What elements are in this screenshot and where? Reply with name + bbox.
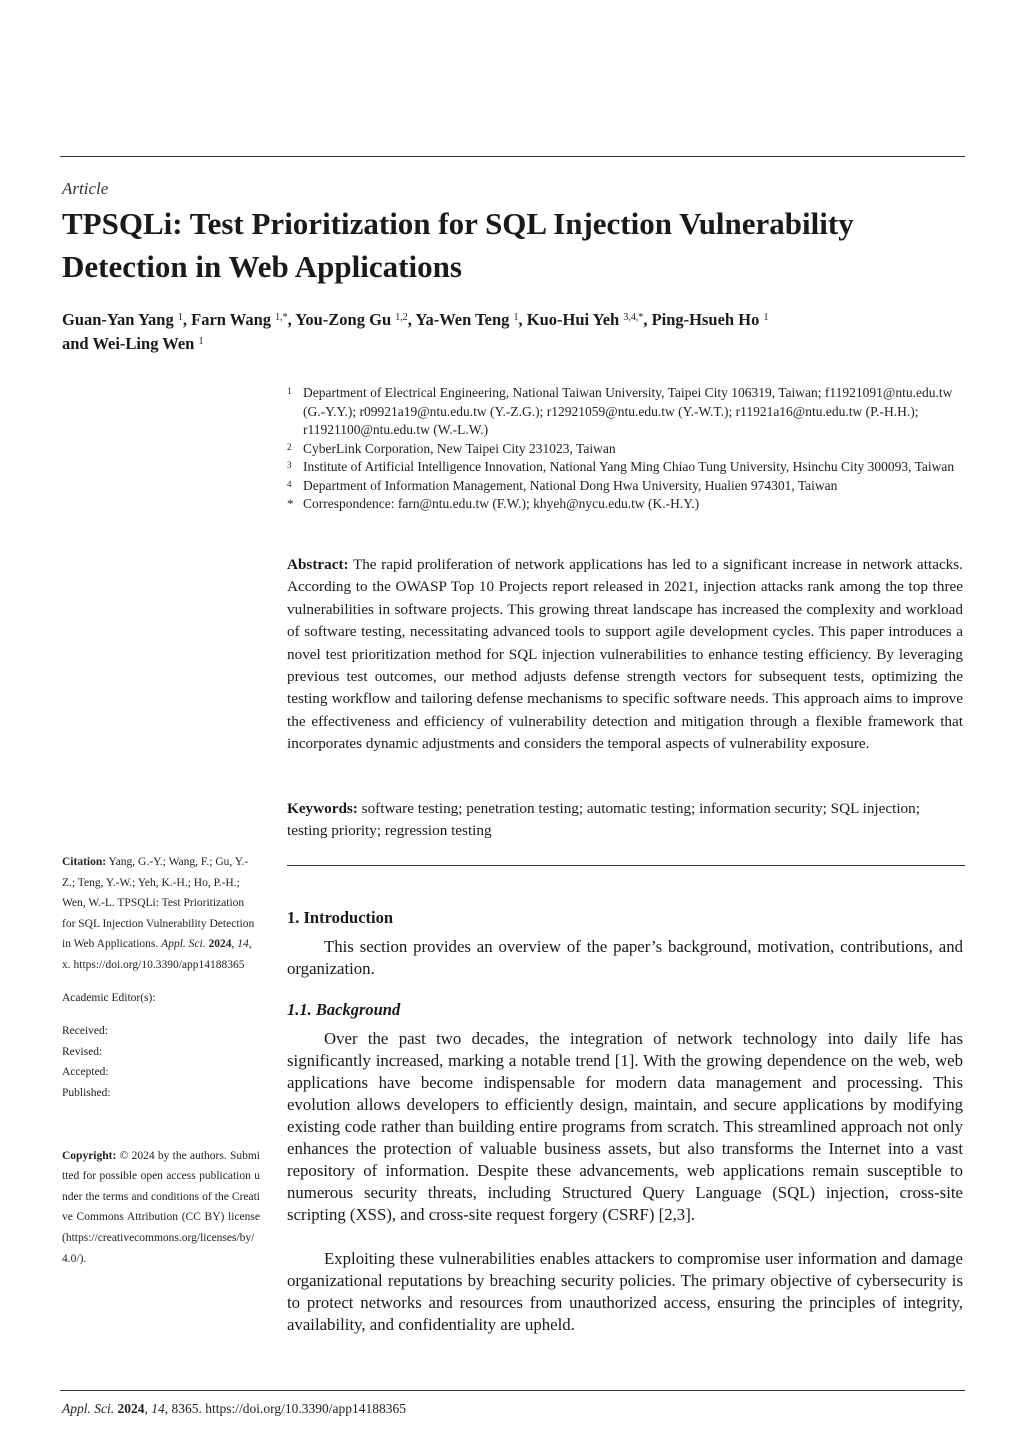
section-divider [287, 865, 965, 866]
paper-title: TPSQLi: Test Prioritization for SQL Injection Vulnerability Detection in Web Applications [62, 206, 854, 284]
author-affiliation-mark: 1 [198, 336, 204, 347]
author-separator: , [518, 310, 527, 329]
author-name: Guan-Yan Yang [62, 310, 174, 329]
affiliation-marker: 4 [287, 478, 292, 489]
copyright-label: Copyright: [62, 1149, 117, 1162]
author-name: Wei-Ling Wen [92, 334, 195, 353]
author-separator: , [182, 310, 192, 329]
section-heading-introduction: 1. Introduction [287, 908, 394, 927]
affiliation-marker: 3 [287, 460, 292, 470]
citation-year: 2024 [208, 938, 232, 951]
author-affiliation-mark: 1 [763, 312, 769, 323]
article-type-label: Article [62, 179, 109, 198]
citation-text: Yang, G.-Y.; Wang, F.; Gu, Y.-Z.; Teng, Y.-W.; Yeh, K.-H.; Ho, P.-H.; Wen, W.-L. TPSQLi: Test Prioritization for SQL Injection Vulnerability Detection in Web Applications. [62, 856, 255, 951]
published-label: Published: [62, 1086, 111, 1099]
citation-doi: , x. https://doi.org/10.3390/app14188365 [62, 938, 252, 971]
author-affiliation-mark: 1,2 [395, 312, 408, 323]
abstract-label: Abstract: [287, 556, 349, 573]
affiliation-marker: 1 [287, 386, 292, 396]
affiliation-text: Institute of Artificial Intelligence Innovation, National Yang Ming Chiao Tung University, Hsinchu City 300093, Taiwan [303, 459, 955, 474]
footer-volume: 14 [151, 1401, 165, 1416]
copyright-block [62, 1146, 260, 1270]
dates-block [62, 1021, 260, 1103]
top-rule [60, 156, 965, 157]
affiliation-item [287, 384, 967, 440]
affiliation-marker: 2 [287, 441, 292, 452]
author-affiliation-mark: 1 [177, 312, 183, 323]
citation-block: Citation: Yang, G.-Y.; Wang, F.; Gu, Y.-Z.; Teng, Y.-W.; Yeh, K.-H.; Ho, P.-H.; Wen, W.-L. TPSQLi: Test Prioritization for SQL Injection Vulnerability Detection in Web Applications. Appl. Sci. 2024, 14, x. https://doi.org/10.3390/app14188365 [62, 856, 255, 971]
author-name: Kuo-Hui Yeh [526, 310, 620, 329]
author-name: Farn Wang [191, 310, 272, 329]
author-name: Ping-Hsueh Ho [651, 310, 760, 329]
citation-volume: 14 [237, 938, 249, 951]
abstract [287, 554, 963, 756]
subsection-heading-background: 1.1. Background [287, 1000, 401, 1019]
article-info-sidebar [62, 852, 260, 1269]
academic-editor-label: Academic Editor(s): [62, 991, 156, 1004]
affiliation-text: CyberLink Corporation, New Taipei City 231023, Taiwan [303, 440, 616, 456]
affiliation-list [287, 384, 967, 514]
author-affiliation-mark: 3,4,* [623, 312, 644, 323]
background-paragraph: Exploiting these vulnerabilities enables attackers to compromise user information and damage organizational reputations by breaching security policies. The primary objective of cybersecurity is to protect networks and resources from unauthorized access, ensuring the principles of integrity, availability, and confidentiality are upheld. [287, 1249, 963, 1334]
revised-label: Revised: [62, 1045, 103, 1058]
correspondence-marker: * [287, 496, 294, 511]
affiliation-item [287, 477, 967, 496]
author-affiliation-mark: 1,* [275, 312, 288, 323]
copyright-text: © 2024 by the authors. Submitted for possible open access publication under the terms and conditions of the Creative Commons Attribution (CC BY) license (https://creativecommons.org/licenses/by/4.0/). [62, 1149, 260, 1265]
keywords [287, 798, 963, 843]
affiliation-item [287, 458, 967, 477]
footer-rule [60, 1390, 965, 1391]
citation-journal: Appl. Sci. [161, 938, 206, 951]
author-list [62, 308, 942, 356]
footer-doi: , 8365. https://doi.org/10.3390/app14188365 [164, 1401, 407, 1416]
author-affiliation-mark: 1 [513, 312, 519, 323]
author-separator: and [62, 334, 93, 353]
received-label: Received: [62, 1025, 108, 1038]
author-separator: , [643, 310, 652, 329]
affiliation-text: Department of Electrical Engineering, National Taiwan University, Taipei City 106319, Taiwan; f11921091@ntu.edu.tw (G.-Y.Y.); r09921a19@ntu.edu.tw (Y.-Z.G.); r12921059@ntu.edu.tw (Y.-W.T.); r11921a16@ntu.edu.tw (P.-H.H.); r11921100@ntu.edu.tw (W.-L.W.) [303, 385, 953, 437]
footer-journal: Appl. Sci. [62, 1401, 115, 1416]
accepted-label: Accepted: [62, 1066, 109, 1079]
affiliation-text: Department of Information Management, National Dong Hwa University, Hualien 974301, Taiwan [303, 477, 838, 493]
keywords-label: Keywords: [287, 800, 358, 817]
page-footer: Appl. Sci. 2024, 14, 8365. https://doi.org/10.3390/app14188365 [62, 1401, 407, 1416]
abstract-text: The rapid proliferation of network applications has led to a significant increase in network attacks. According to the OWASP Top 10 Projects report released in 2021, injection attacks rank among the top three vulnerabilities in software projects. This growing threat landscape has increased the complexity and workload of software testing, necessitating advanced tools to support agile development cycles. This paper introduces a novel test prioritization method for SQL injection vulnerabilities to enhance testing efficiency. By leveraging previous test outcomes, our method adjusts defense strength vectors for subsequent tests, optimizing the testing workflow and tailoring defense mechanisms to specific software needs. This approach aims to improve the effectiveness and efficiency of vulnerability detection and mitigation through a flexible framework that incorporates dynamic adjustments and considers the temporal aspects of vulnerability exposure. [287, 556, 963, 753]
affiliation-item [287, 440, 967, 459]
author-separator: , [287, 310, 296, 329]
introduction-paragraph: This section provides an overview of the paper’s background, motivation, contributions, and organization. [287, 937, 963, 978]
correspondence-item [287, 495, 967, 514]
author-separator: , [407, 310, 416, 329]
correspondence-text: Correspondence: farn@ntu.edu.tw (F.W.); khyeh@nycu.edu.tw (K.-H.Y.) [303, 496, 700, 511]
author-name: You-Zong Gu [295, 310, 392, 329]
keywords-text: software testing; penetration testing; automatic testing; information security; SQL injection; testing priority; regression testing [287, 800, 920, 840]
author-name: Ya-Wen Teng [415, 310, 510, 329]
background-paragraph: Over the past two decades, the integration of network technology into daily life has significantly increased, marking a notable trend [1]. With the growing dependence on the web, web applications have become indispensable for modern data management and processing. This evolution allows developers to efficiently design, maintain, and secure applications by modifying existing code rather than building entire programs from scratch. This streamlined approach not only enhances the protection of valuable business assets, but also transforms the Internet into a vast repository of information. Despite these advancements, web applications remain susceptible to numerous security threats, including Structured Query Language (SQL) injection, cross-site scripting (XSS), and cross-site request forgery (CSRF) [2,3]. [287, 1029, 963, 1224]
footer-year: 2024 [117, 1401, 145, 1416]
citation-label: Citation: [62, 856, 107, 868]
